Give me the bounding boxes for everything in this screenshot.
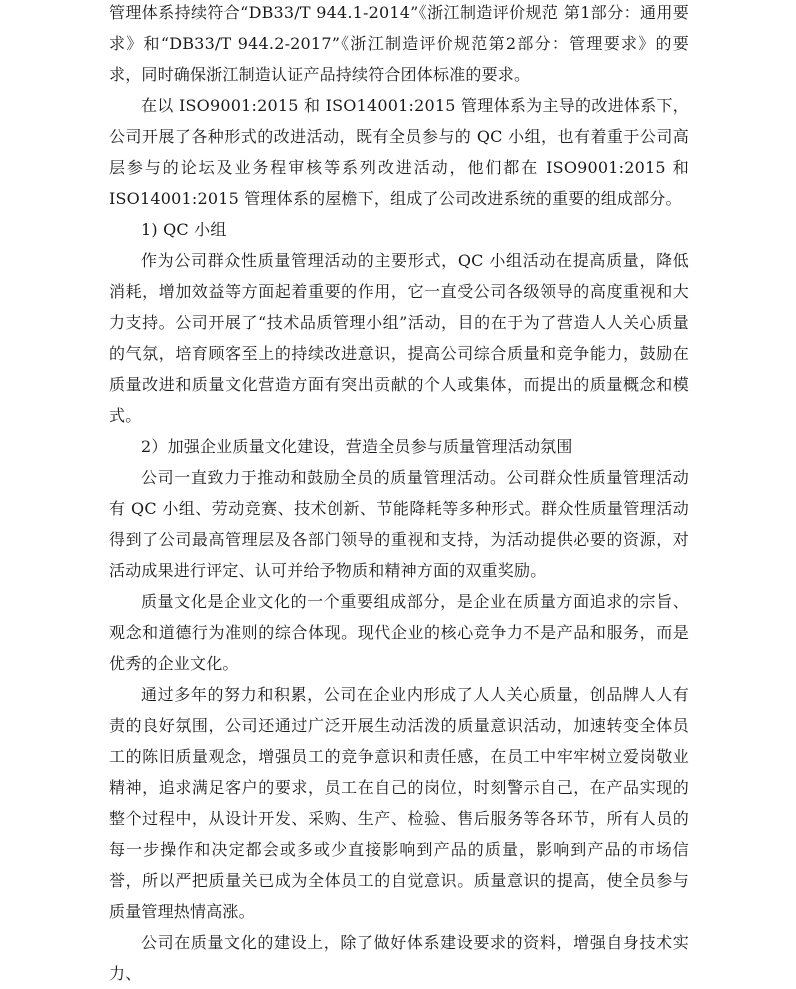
paragraph-standards-compliance: 管理体系持续符合“DB33/T 944.1-2014”《浙江制造评价规范 第1部分：通用要求》和“DB33/T 944.2-2017”《浙江制造评价规范第2部分：管理要求》的要求，同时确保浙江制造认证产品持续符合团体标准的要求。 (109, 3, 689, 84)
paragraph-quality-culture-definition: 质量文化是企业文化的一个重要组成部分，是企业在质量方面追求的宗旨、观念和道德行为准则的综合体现。现代企业的核心竞争力不是产品和服务，而是优秀的企业文化。 (109, 592, 689, 673)
paragraph-qc-group: 作为公司群众性质量管理活动的主要形式，QC 小组活动在提高质量，降低消耗，增加效益等方面起着重要的作用，它一直受公司各级领导的高度重视和大力支持。公司开展了“技术品质管理小组”活动，目的在于为了营造人人关心质量的气氛，培育顾客至上的持续改进意识，提高公司综合质量和竞争能力，鼓励在质量改进和质量文化营造方面有突出贡献的个人或集体，而提出的质量概念和模式。 (109, 251, 689, 425)
paragraph-mass-quality-activities: 公司一直致力于推动和鼓励全员的质量管理活动。公司群众性质量管理活动有 QC 小组、劳动竞赛、技术创新、节能降耗等多种形式。群众性质量管理活动得到了公司最高管理层及各部门领导的重视和支持，为活动提供必要的资源，对活动成果进行评定、认可并给予物质和精神方面的双重奖励。 (109, 468, 689, 580)
paragraph-quality-awareness: 通过多年的努力和积累，公司在企业内形成了人人关心质量，创品牌人人有责的良好氛围，公司还通过广泛开展生动活泼的质量意识活动，加速转变全体员工的陈旧质量观念，增强员工的竞争意识和责任感，在员工中牢牢树立爱岗敬业精神，追求满足客户的要求，员工在自己的岗位，时刻警示自己，在产品实现的整个过程中，从设计开发、采购、生产、检验、售后服务等各环节，所有人员的每一步操作和决定都会或多或少直接影响到产品的质量，影响到产品的市场信誉，所以严把质量关已成为全体员工的自觉意识。质量意识的提高，使全员参与质量管理热情高涨。 (109, 685, 689, 921)
paragraph-improvement-system: 在以 ISO9001:2015 和 ISO14001:2015 管理体系为主导的改进体系下，公司开展了各种形式的改进活动，既有全员参与的 QC 小组，也有着重于公司高层参与的论坛及业务程审核等系列改进活动，他们都在 ISO9001:2015 和 ISO14001:2015 管理体系的屋檐下，组成了公司改进系统的重要的组成部分。 (109, 96, 689, 208)
heading-qc-group: 1) QC 小组 (141, 220, 227, 239)
paragraph-culture-construction: 公司在质量文化的建设上，除了做好体系建设要求的资料，增强自身技术实力、 (109, 933, 689, 983)
heading-quality-culture: 2）加强企业质量文化建设，营造全员参与质量管理活动氛围 (141, 437, 573, 456)
document-body (109, 0, 689, 989)
